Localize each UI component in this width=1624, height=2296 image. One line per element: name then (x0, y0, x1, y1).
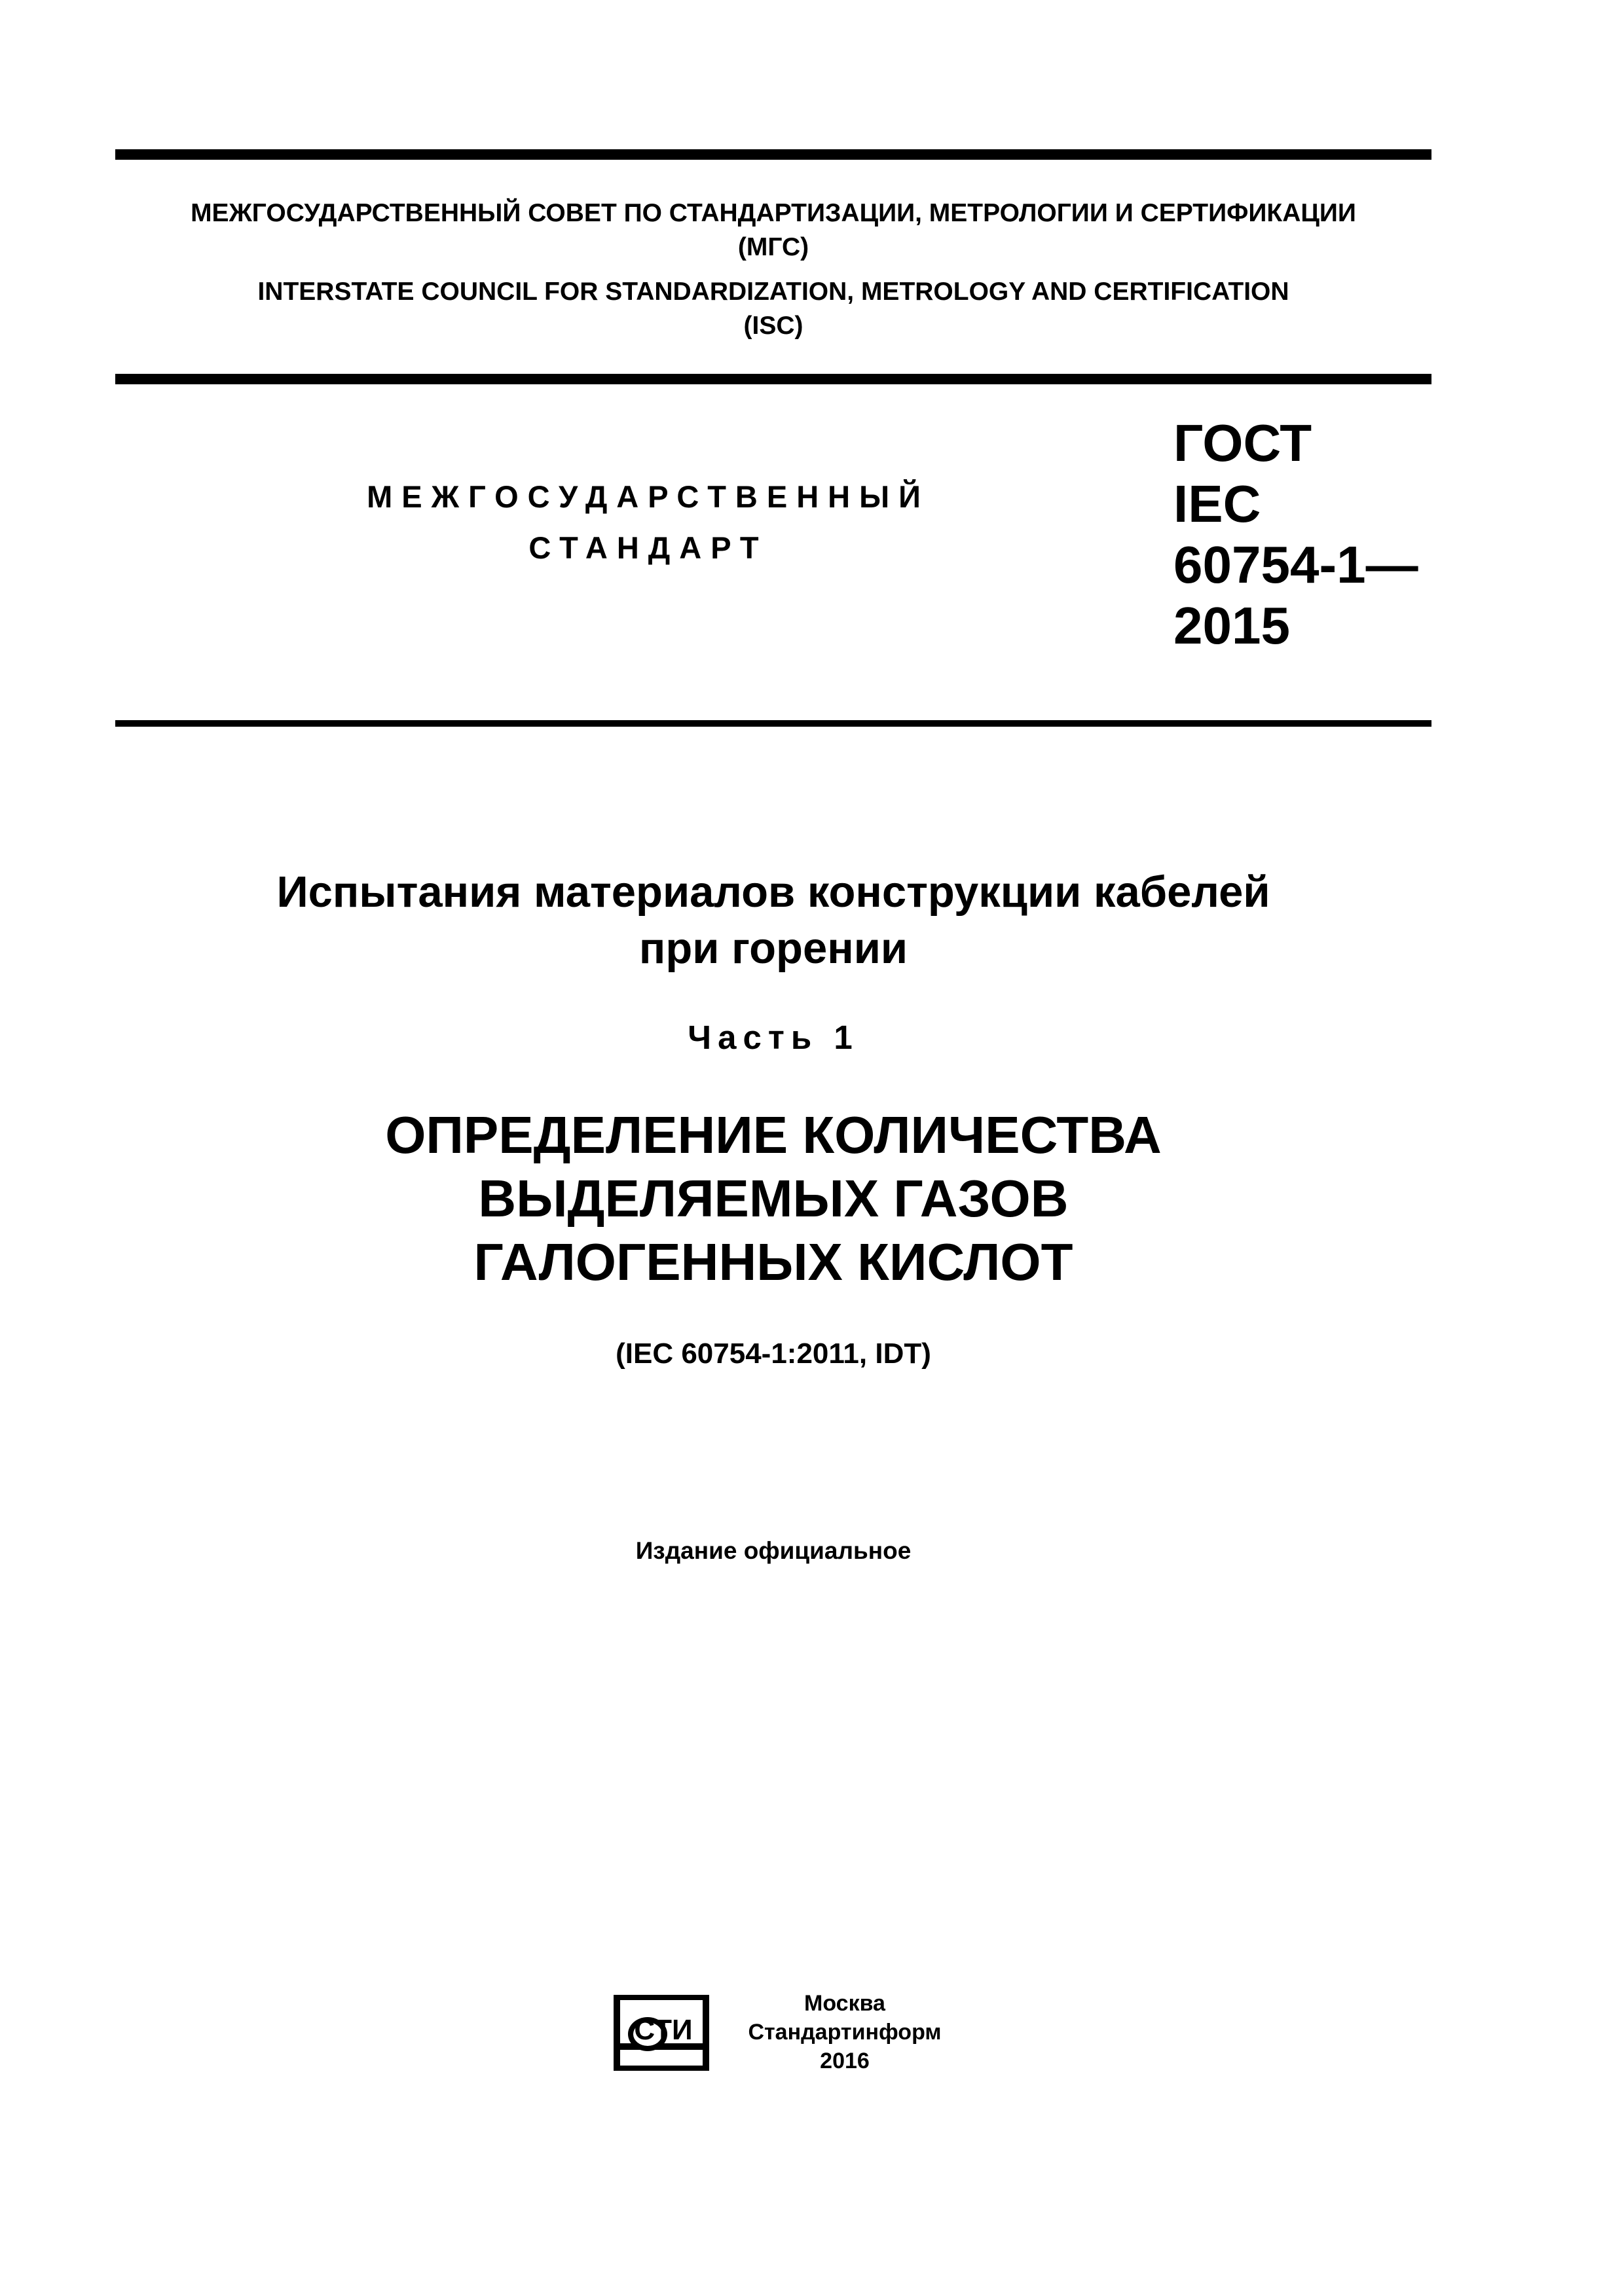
designation-line2: IEC (1173, 475, 1261, 533)
designation-line3: 60754-1— (1173, 536, 1418, 594)
part-title-line2: ВЫДЕЛЯЕМЫХ ГАЗОВ (478, 1169, 1069, 1228)
standard-designation (1173, 412, 1418, 656)
council-name-ru (115, 196, 1431, 264)
top-divider (115, 149, 1431, 160)
council-name-ru-abbr: (МГС) (737, 233, 809, 261)
council-name-en (115, 275, 1431, 343)
council-name-en-line1: INTERSTATE COUNCIL FOR STANDARDIZATION, METROLOGY AND CERTIFICATION (257, 278, 1289, 306)
standartinform-logo-icon (612, 1994, 710, 2072)
publisher-city: Москва (804, 1991, 885, 2016)
council-name-en-abbr: (ISC) (743, 312, 803, 340)
document-title-line1: Испытания материалов конструкции кабелей (276, 867, 1270, 917)
lower-divider (115, 720, 1431, 727)
designation-line1: ГОСТ (1173, 414, 1312, 472)
standard-type (341, 471, 956, 574)
publisher-name: Стандартинформ (748, 2020, 942, 2045)
designation-line4: 2015 (1173, 596, 1290, 655)
iec-reference: (IEC 60754-1:2011, IDT) (616, 1338, 931, 1370)
document-title-line2: при горении (638, 924, 908, 973)
part-title (115, 1103, 1431, 1294)
part-number: Часть 1 (688, 1019, 859, 1056)
part-title-line1: ОПРЕДЕЛЕНИЕ КОЛИЧЕСТВА (385, 1106, 1162, 1164)
publisher-info (727, 1989, 963, 2075)
standard-type-line1: МЕЖГОСУДАРСТВЕННЫЙ (367, 479, 930, 514)
document-title (115, 864, 1431, 977)
logo-lettering: СТИ (634, 2014, 693, 2046)
council-name-ru-line1: МЕЖГОСУДАРСТВЕННЫЙ СОВЕТ ПО СТАНДАРТИЗАЦИИ, МЕТРОЛОГИИ И СЕРТИФИКАЦИИ (191, 199, 1356, 227)
middle-divider (115, 374, 1431, 384)
part-title-line3: ГАЛОГЕННЫХ КИСЛОТ (473, 1233, 1073, 1291)
publication-year: 2016 (820, 2049, 870, 2073)
edition-note: Издание официальное (635, 1537, 912, 1564)
standard-type-line2: СТАНДАРТ (528, 530, 768, 565)
